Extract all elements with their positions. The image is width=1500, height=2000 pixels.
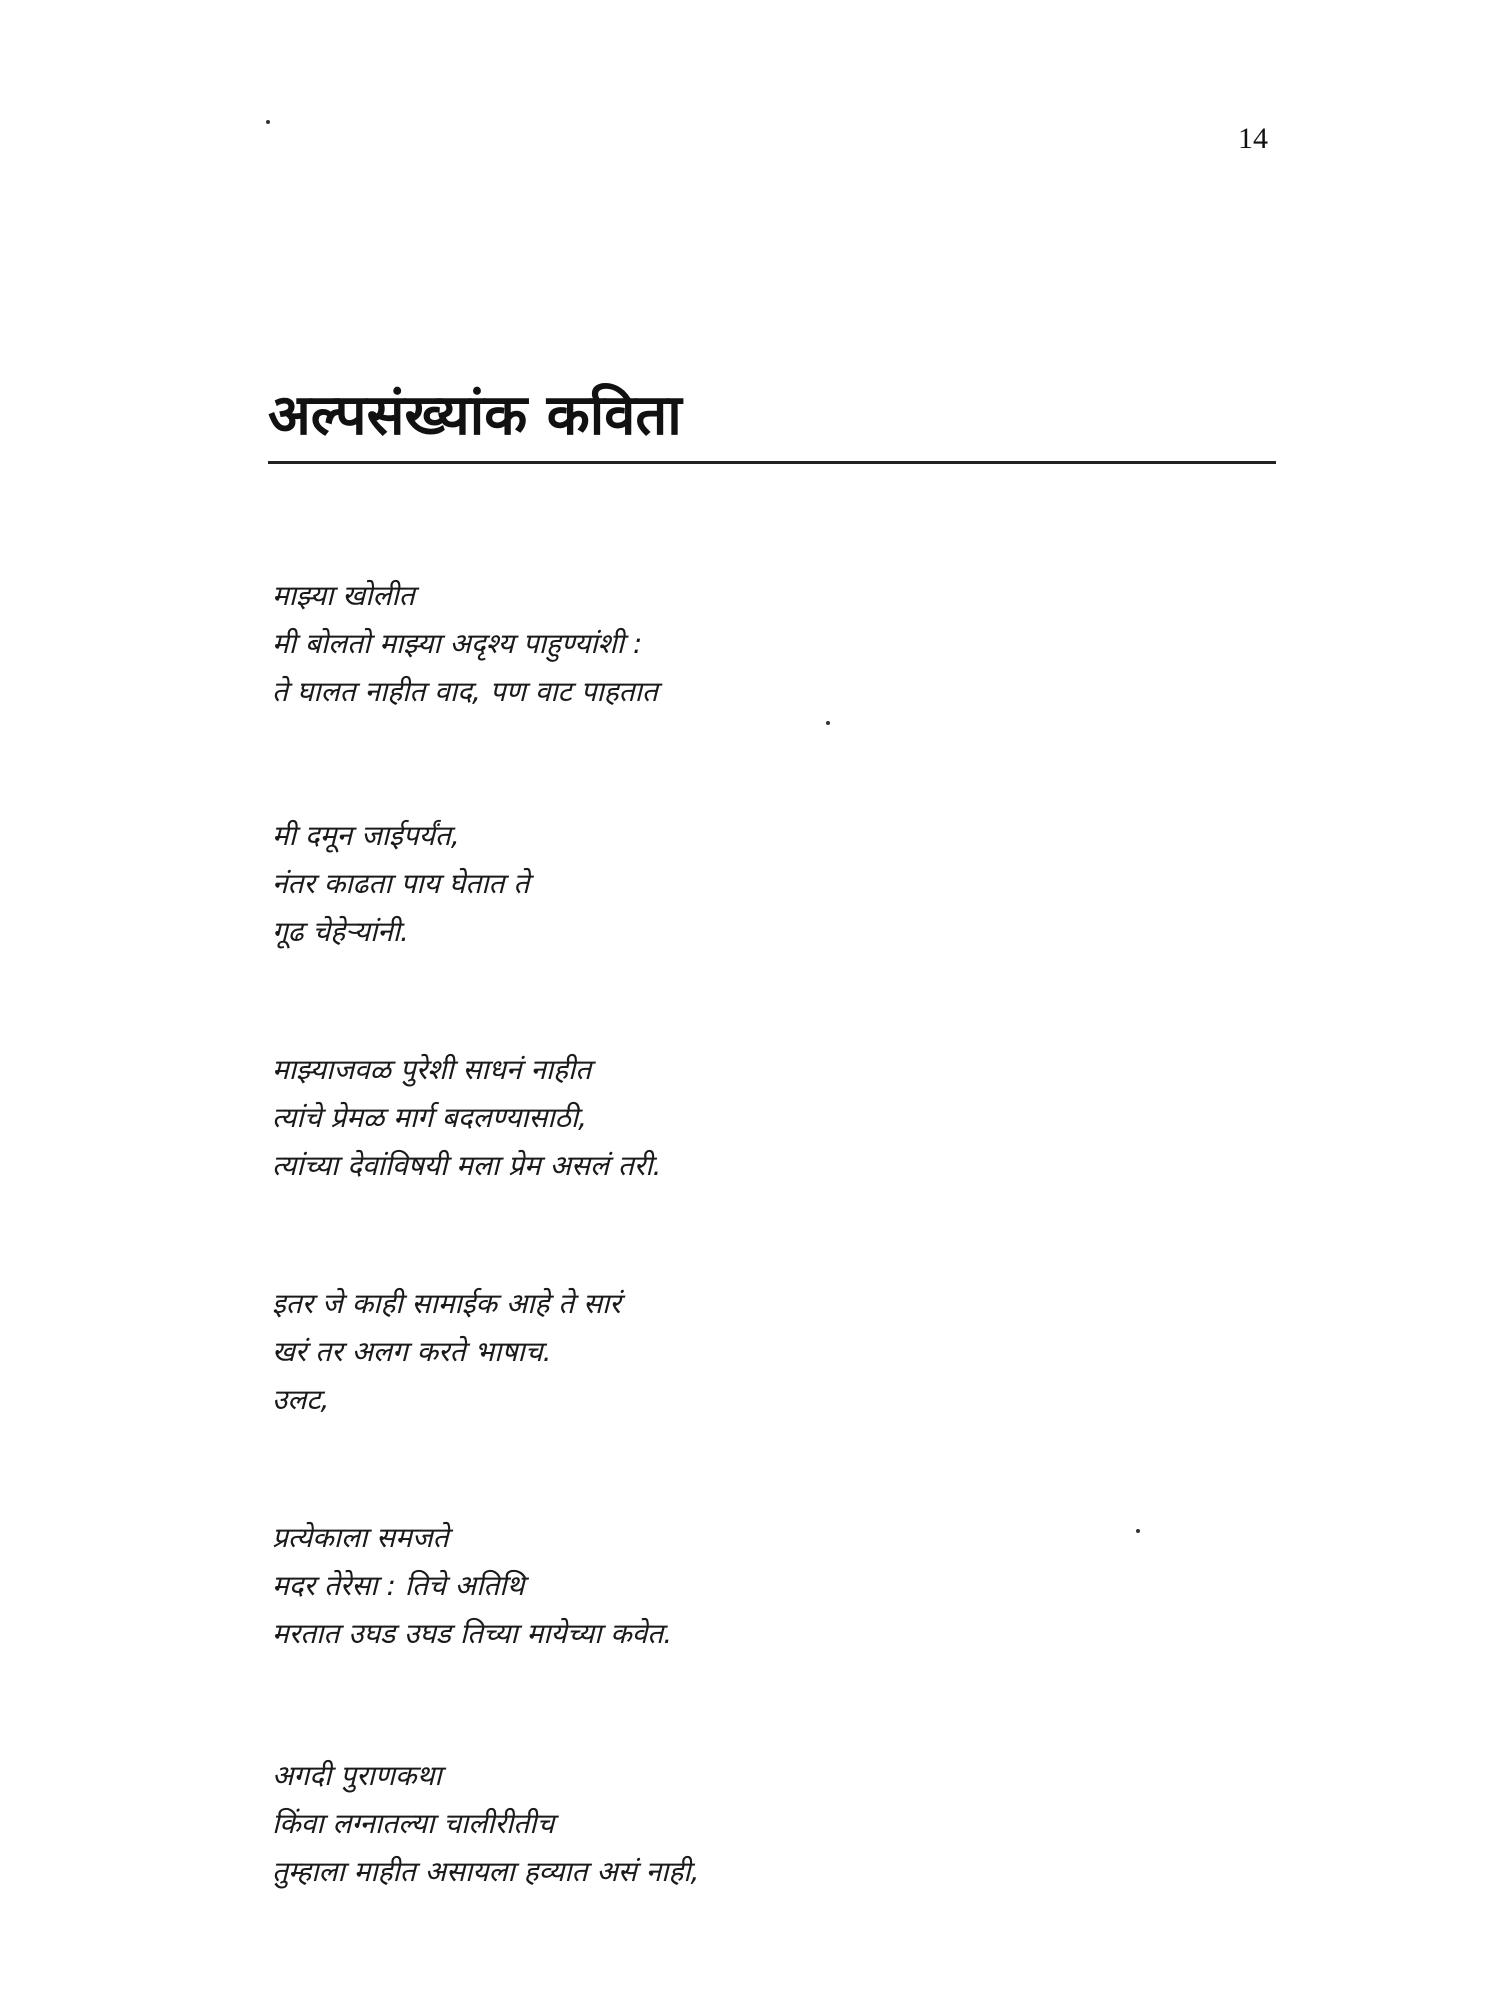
- poem-line: अगदी पुराणकथा: [272, 1759, 442, 1792]
- poem-line: नंतर काढता पाय घेतात ते: [272, 867, 530, 900]
- page-number: 14: [1238, 122, 1268, 155]
- poem-line: माझ्याजवळ पुरेशी साधनं नाहीत: [272, 1053, 592, 1086]
- stanza-4: [272, 1280, 621, 1424]
- scan-speck: [1136, 1529, 1140, 1533]
- poem-line: माझ्या खोलीत: [272, 579, 415, 612]
- poem-line: मदर तेरेसा : तिचे अतिथि: [272, 1569, 525, 1602]
- poem-line: गूढ चेहेऱ्यांनी.: [272, 915, 409, 948]
- stanza-6: [272, 1752, 699, 1896]
- poem-line: तुम्हाला माहीत असायला हव्यात असं नाही,: [272, 1855, 700, 1888]
- poem-line: प्रत्येकाला समजते: [272, 1521, 449, 1554]
- poem-line: त्यांचे प्रेमळ मार्ग बदलण्यासाठी,: [272, 1101, 588, 1134]
- poem-line: मी दमून जाईपर्यंत,: [272, 819, 460, 852]
- poem-line: उलट,: [272, 1383, 330, 1416]
- poem-line: इतर जे काही सामाईक आहे ते सारं: [272, 1287, 621, 1320]
- stanza-1: [272, 572, 658, 716]
- stanza-3: [272, 1046, 661, 1190]
- stanza-5: [272, 1514, 672, 1658]
- poem-line: त्यांच्या देवांविषयी मला प्रेम असलं तरी.: [272, 1149, 662, 1182]
- scan-speck: [826, 721, 830, 725]
- stanza-2: [272, 812, 529, 956]
- poem-line: मी बोलतो माझ्या अदृश्य पाहुण्यांशी :: [272, 627, 643, 660]
- scan-speck: [266, 120, 270, 124]
- poem-line: खरं तर अलग करते भाषाच.: [272, 1335, 552, 1368]
- poem-line: ते घालत नाहीत वाद, पण वाट पाहतात: [272, 675, 658, 708]
- title-rule: [268, 461, 1276, 464]
- poem-line: मरतात उघड उघड तिच्या मायेच्या कवेत.: [272, 1617, 673, 1650]
- page-title: अल्पसंख्यांक कविता: [268, 383, 682, 448]
- poem-line: किंवा लग्नातल्या चालीरीतीच: [272, 1807, 555, 1840]
